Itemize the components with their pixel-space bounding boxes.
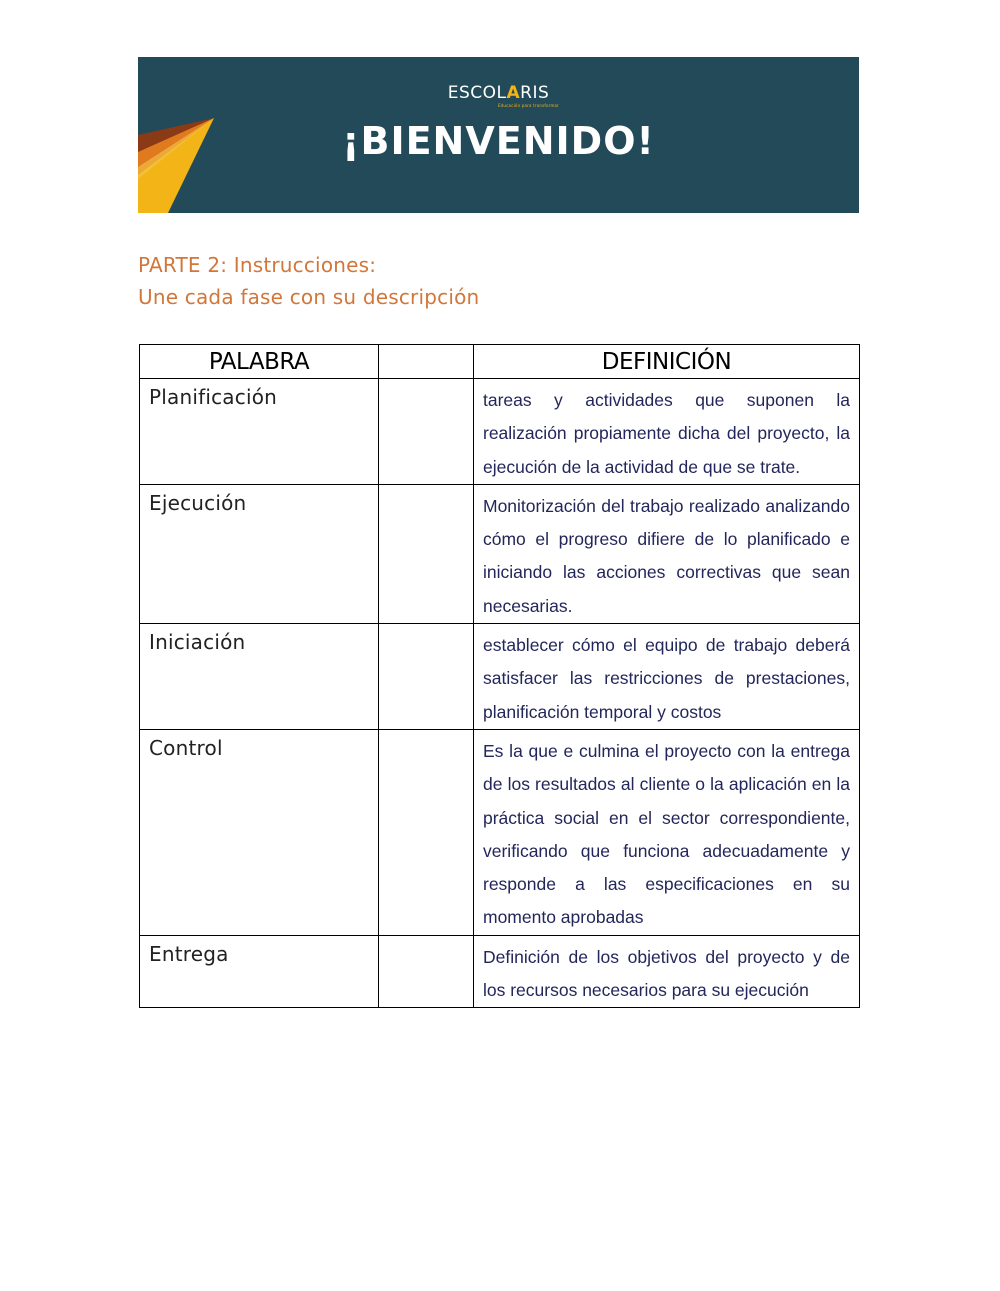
definition-cell: tareas y actividades que suponen la realización propiamente dicha del proyecto, la ejecución de la actividad de que se trate. [474, 379, 860, 485]
answer-slot[interactable] [379, 484, 474, 623]
word-cell: Control [140, 729, 379, 935]
instructions-text: Une cada fase con su descripción [138, 285, 480, 309]
definition-cell: Es la que e culmina el proyecto con la entrega de los resultados al cliente o la aplicación en la práctica social en el sector correspondiente, verificando que funciona adecuadamente y responde a las especificaciones en su momento aprobadas [474, 729, 860, 935]
answer-slot[interactable] [379, 935, 474, 1008]
definition-cell: establecer cómo el equipo de trabajo deberá satisfacer las restricciones de prestaciones, planificación temporal y costos [474, 624, 860, 730]
answer-slot[interactable] [379, 379, 474, 485]
answer-slot[interactable] [379, 729, 474, 935]
word-cell: Planificación [140, 379, 379, 485]
instructions-heading: PARTE 2: Instrucciones: [138, 253, 377, 277]
word-cell: Ejecución [140, 484, 379, 623]
matching-table [139, 344, 860, 1008]
definition-cell: Monitorización del trabajo realizado analizando cómo el progreso difiere de lo planificado e iniciando las acciones correctivas que sean necesarias. [474, 484, 860, 623]
brand-tagline: Educación para transformar [497, 103, 560, 108]
table-row [140, 729, 860, 935]
definition-cell: Definición de los objetivos del proyecto y de los recursos necesarios para su ejecución [474, 935, 860, 1008]
table-header-row [140, 345, 860, 379]
answer-slot[interactable] [379, 624, 474, 730]
header-word: PALABRA [140, 345, 379, 379]
brand-a-mark: A [506, 83, 521, 103]
word-cell: Iniciación [140, 624, 379, 730]
table-row [140, 484, 860, 623]
welcome-banner [138, 57, 859, 213]
welcome-title: ¡BIENVENIDO! [342, 119, 655, 163]
brand-suffix: RIS [520, 83, 550, 103]
brand-prefix: ESCOL [447, 83, 507, 103]
table-row [140, 624, 860, 730]
table-row [140, 935, 860, 1008]
table-row [140, 379, 860, 485]
header-blank [379, 345, 474, 379]
header-definition: DEFINICIÓN [474, 345, 860, 379]
word-cell: Entrega [140, 935, 379, 1008]
brand-logo [138, 83, 859, 103]
